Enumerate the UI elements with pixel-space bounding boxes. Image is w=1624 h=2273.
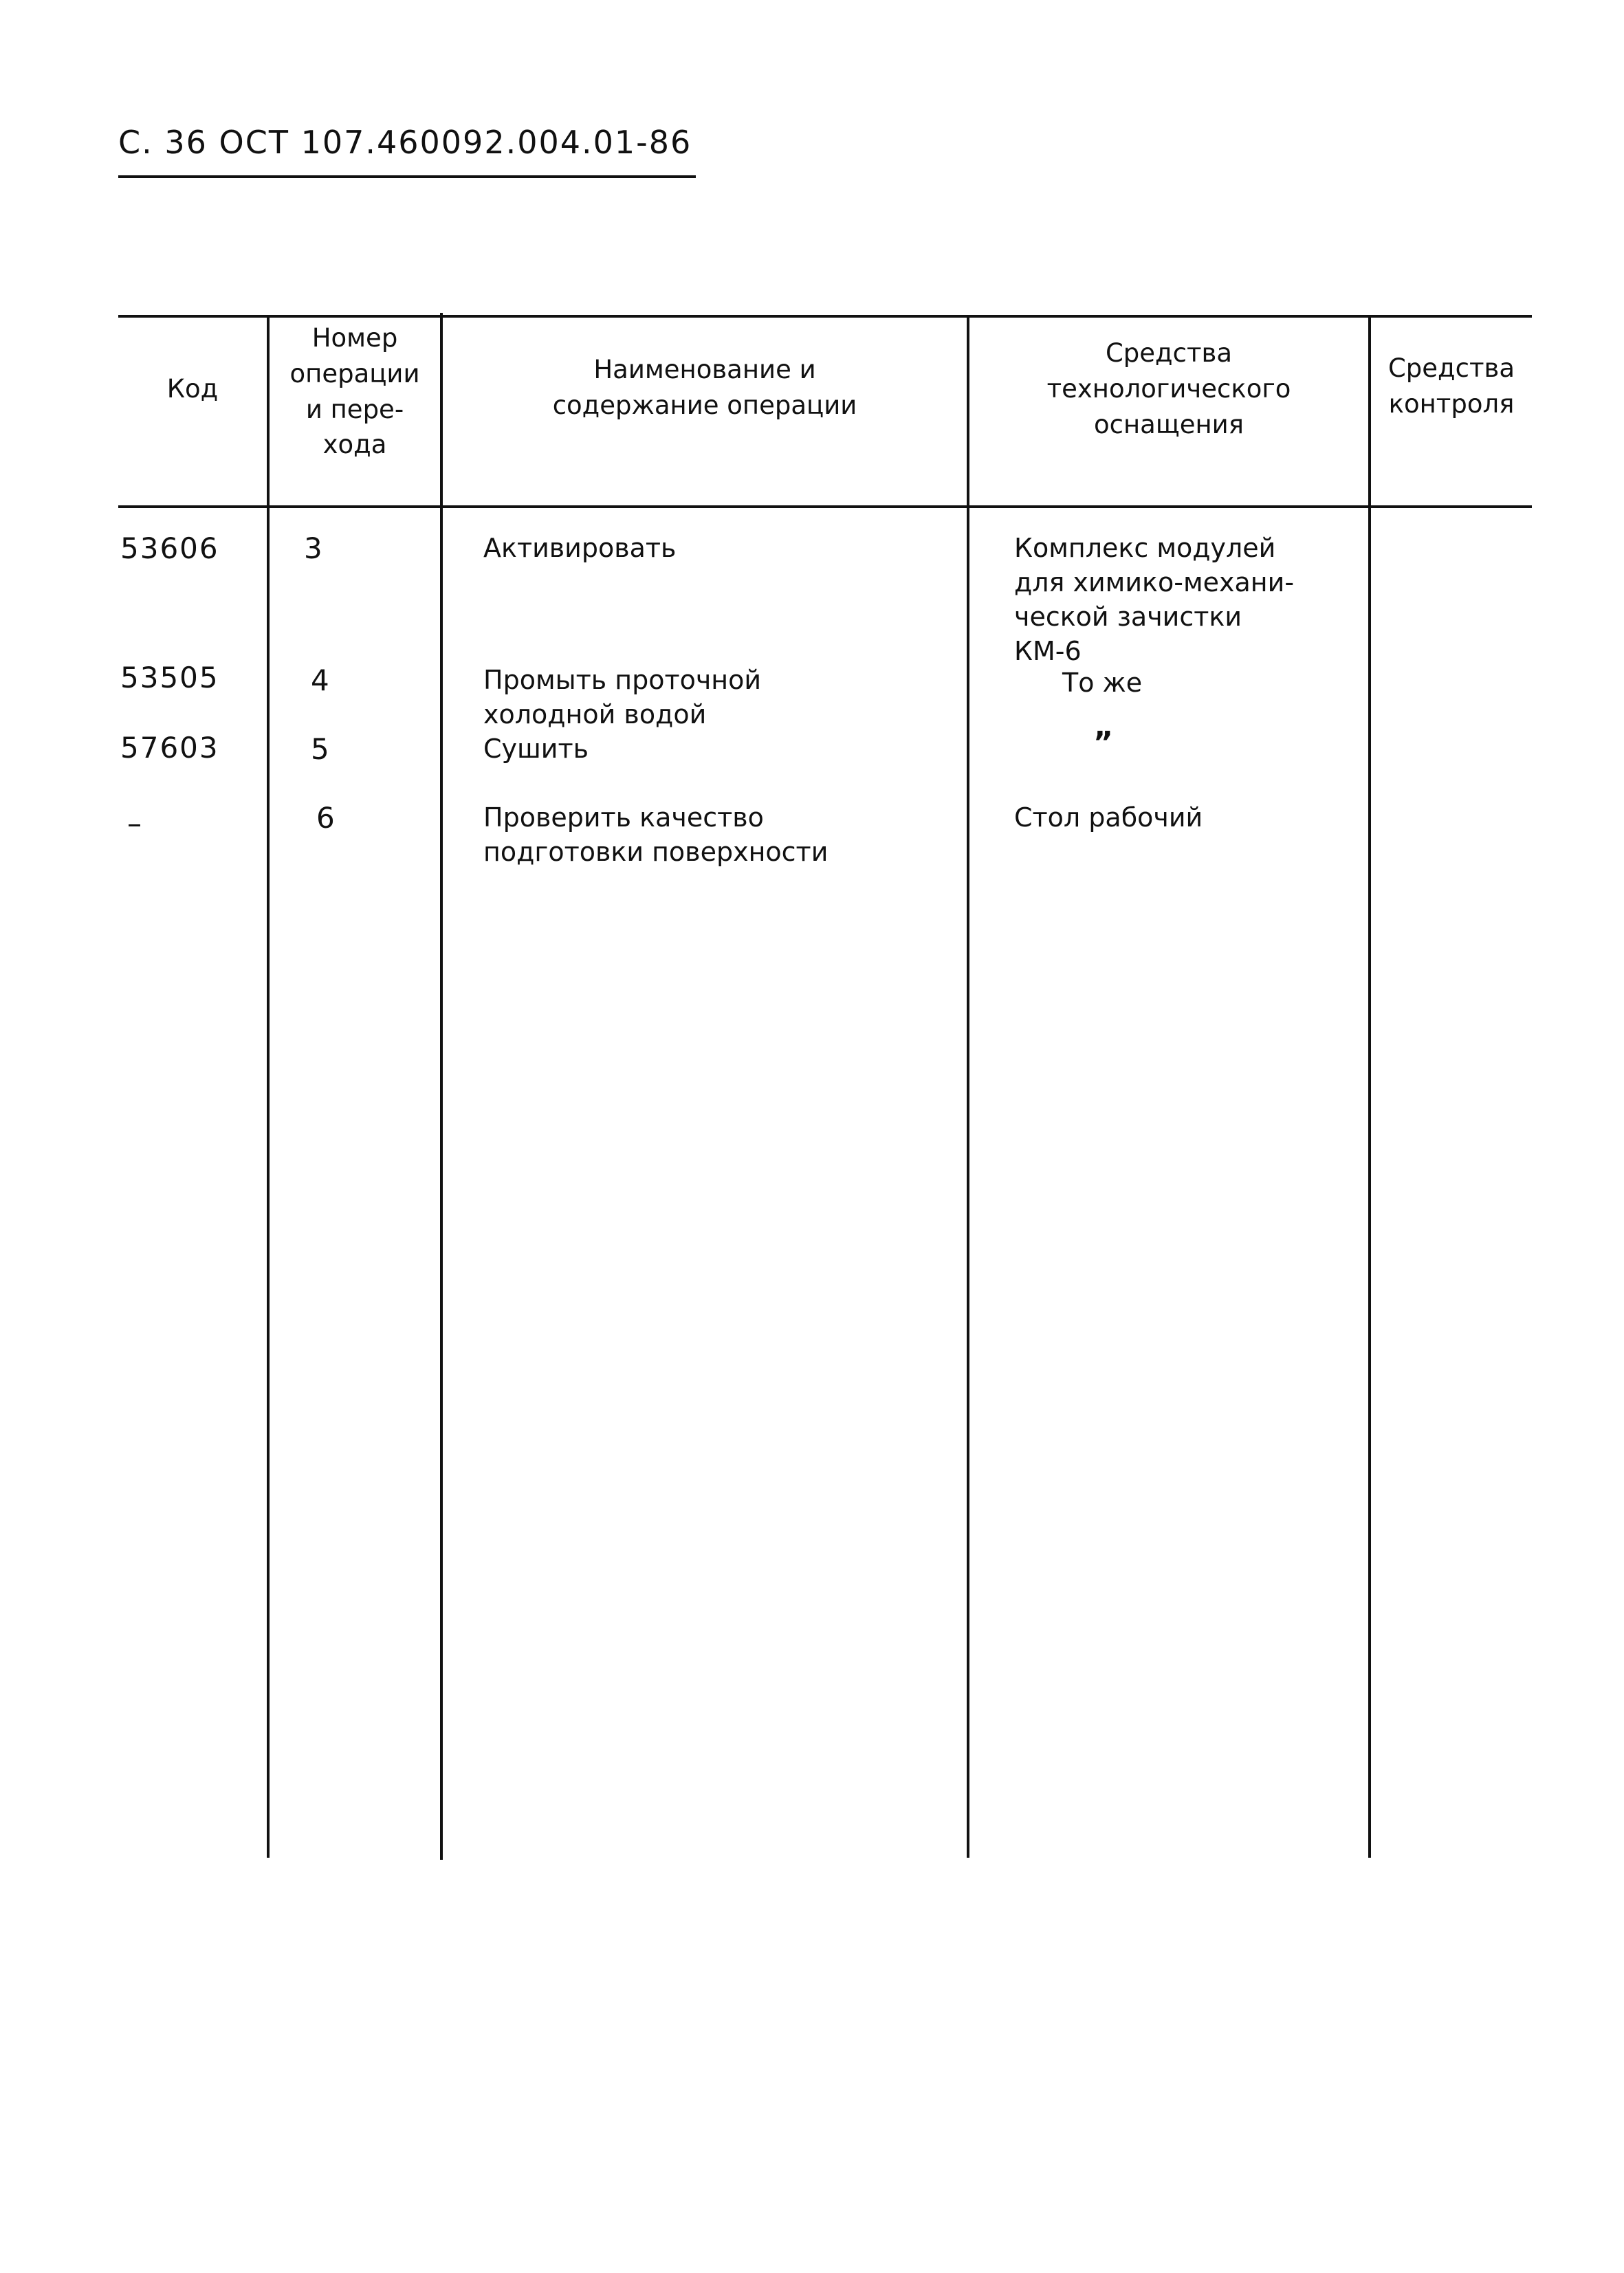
column-divider-1	[267, 318, 270, 1858]
table-top-border	[118, 315, 1532, 318]
row-equipment: То же	[1062, 668, 1143, 698]
row-operation-number: 4	[311, 663, 329, 697]
page-header: С. 36 ОСТ 107.460092.004.01-86	[118, 124, 692, 161]
row-operation-name: Проверить качество подготовки поверхности	[483, 802, 829, 868]
row-operation-number: 5	[311, 732, 329, 766]
column-divider-3	[967, 318, 969, 1858]
column-divider-2	[440, 313, 443, 1860]
row-equipment: Комплекс модулей для химико-механи- ческой зачистки КМ-6	[1014, 533, 1295, 667]
header-operation-name: Наименование и содержание операции	[552, 355, 857, 420]
header-code: Код	[166, 374, 219, 404]
row-code: –	[127, 806, 143, 840]
row-equipment: Стол рабочий	[1014, 802, 1203, 833]
row-operation-number: 3	[304, 531, 322, 565]
row-equipment: ”	[1093, 725, 1113, 760]
row-code: 57603	[120, 731, 219, 765]
row-operation-name: Промыть проточной холодной водой	[483, 665, 762, 730]
row-operation-number: 6	[316, 801, 335, 835]
header-control: Средства контроля	[1387, 353, 1515, 419]
page-header-rule	[118, 175, 696, 178]
row-code: 53606	[120, 531, 219, 565]
row-code: 53505	[120, 661, 219, 694]
row-operation-name: Сушить	[483, 734, 589, 764]
row-operation-name: Активировать	[483, 533, 677, 563]
header-equipment: Средства технологического оснащения	[1046, 338, 1291, 439]
header-operation-number: Номер операции и пере- хода	[289, 323, 420, 460]
column-divider-4	[1368, 318, 1371, 1858]
table-header-bottom-border	[118, 505, 1532, 508]
